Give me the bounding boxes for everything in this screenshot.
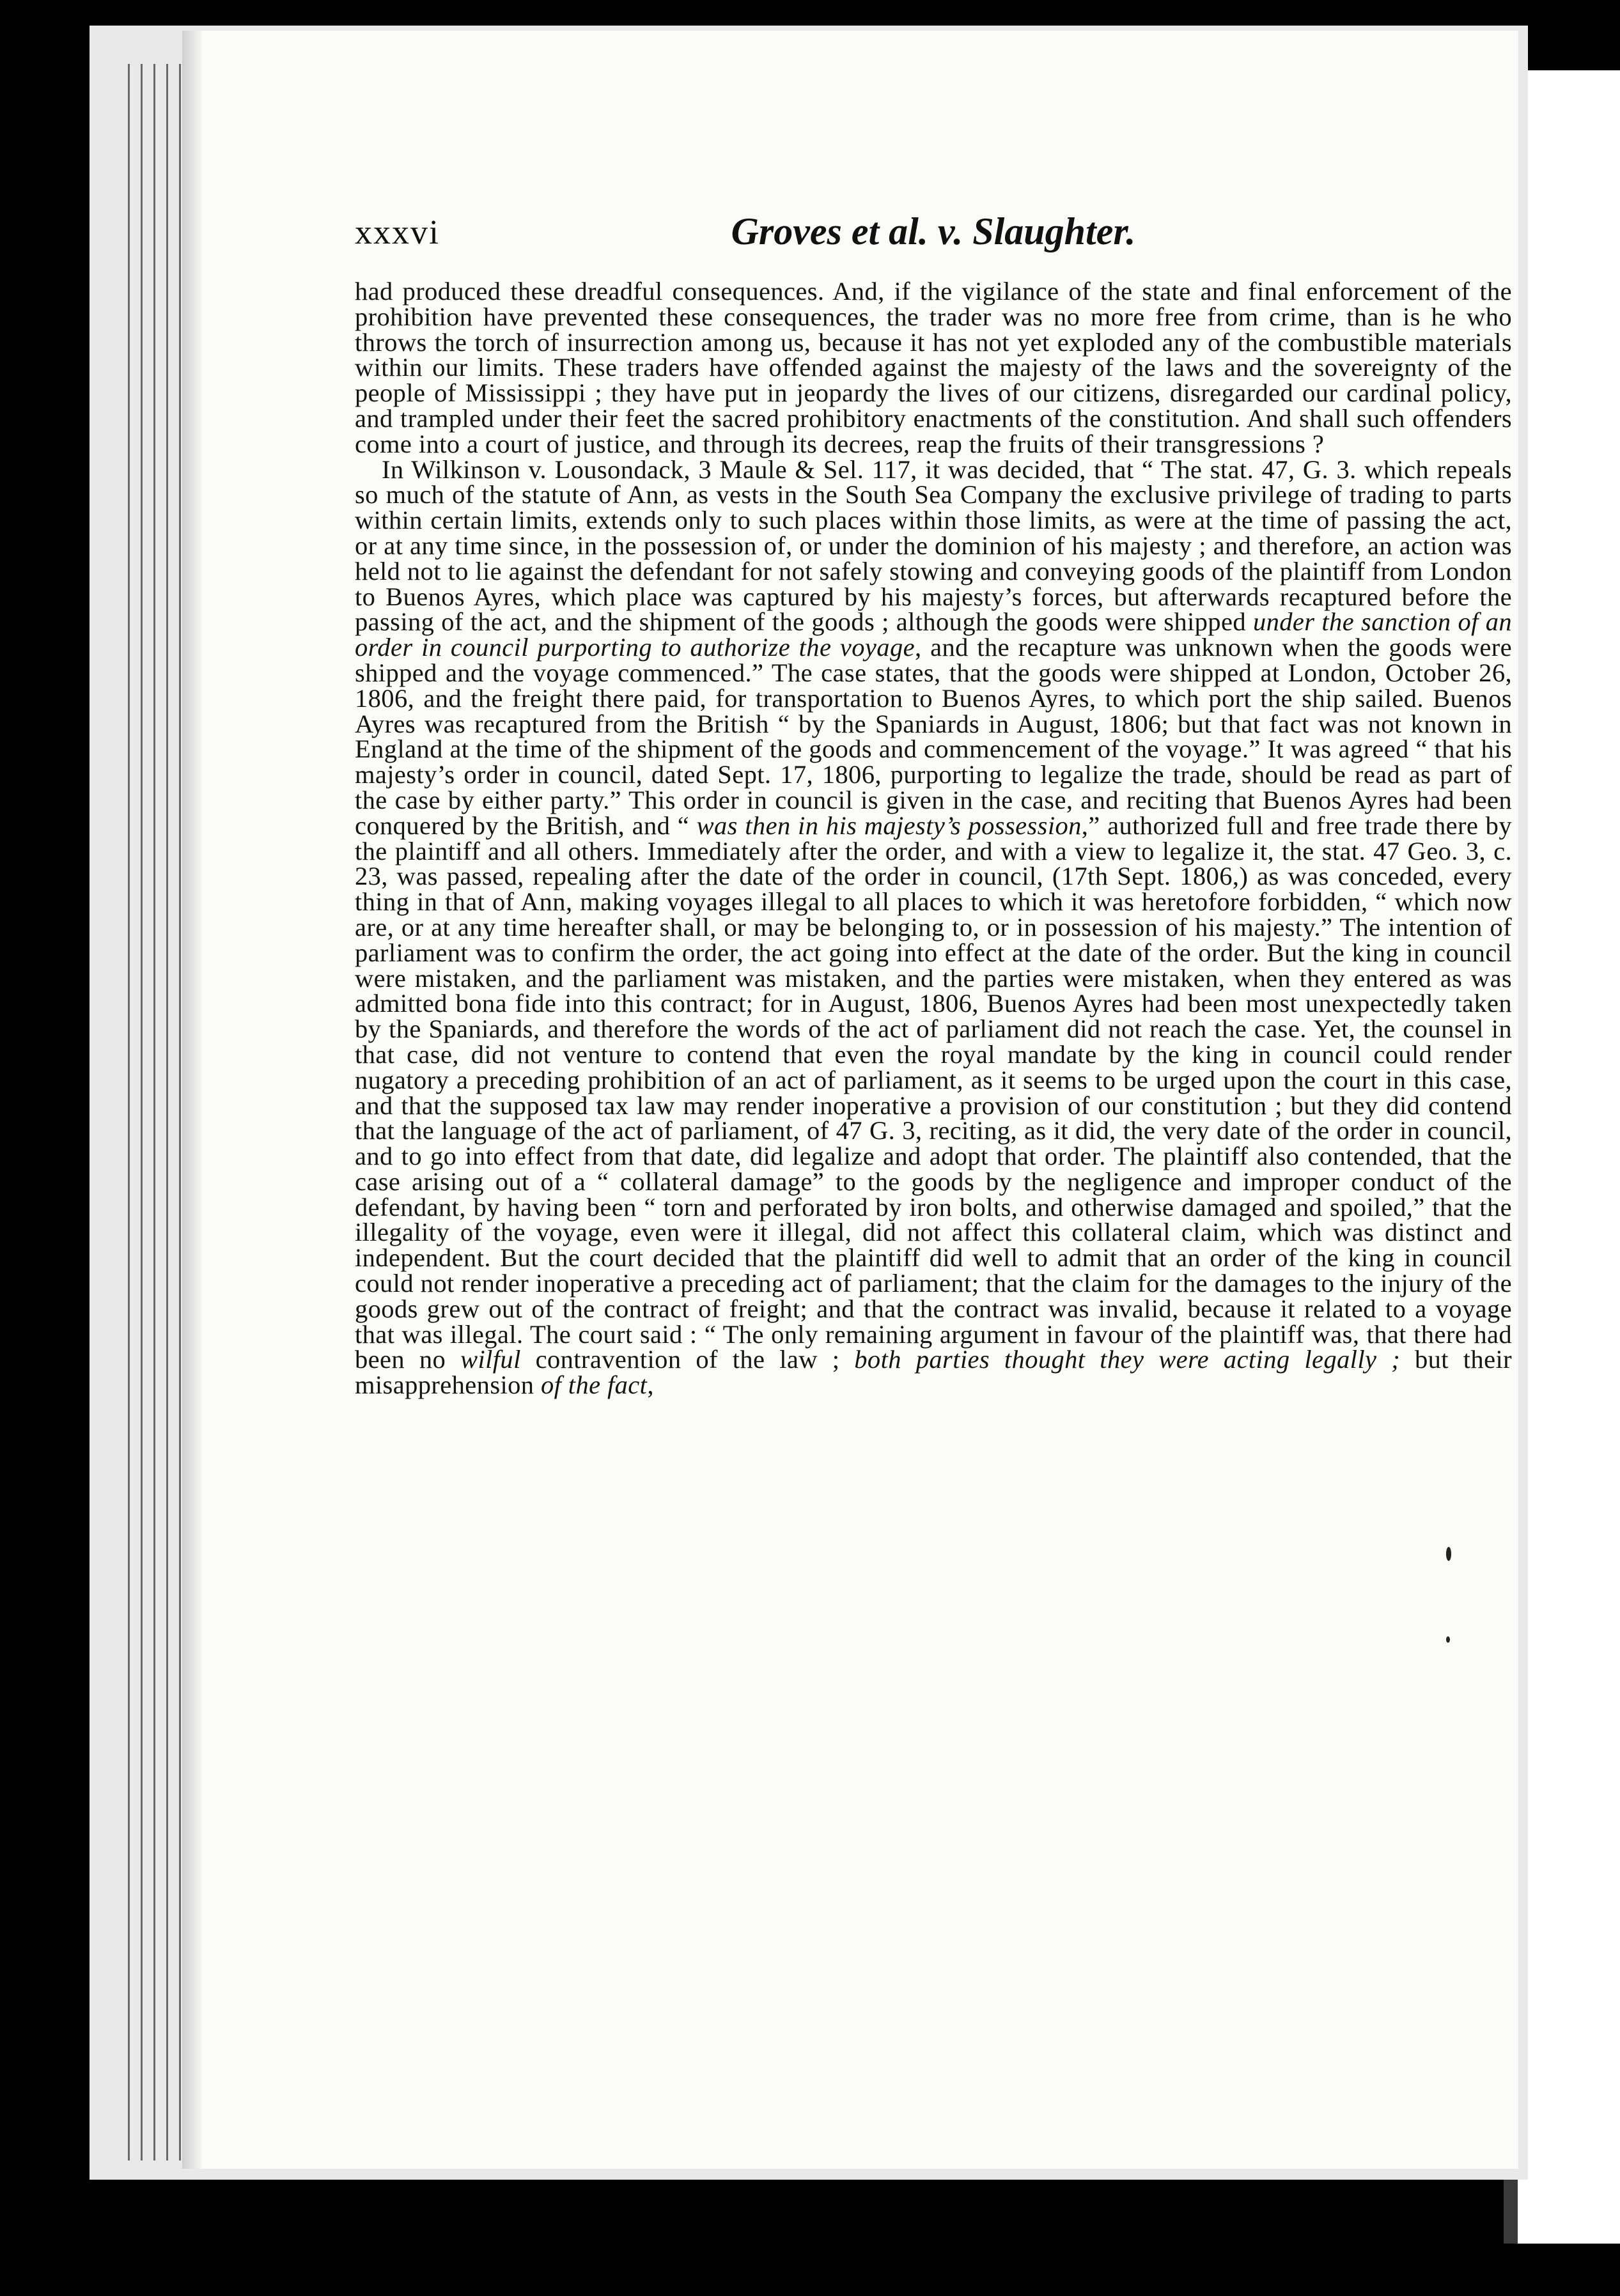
text-run: but their misapprehension bbox=[355, 1345, 1512, 1400]
page-spine bbox=[182, 31, 201, 2169]
italic-run: both parties thought they were acting legally ; bbox=[854, 1345, 1401, 1374]
page-number: xxxvi bbox=[355, 213, 440, 251]
running-title: Groves et al. v. Slaughter. bbox=[731, 210, 1136, 252]
ink-speck bbox=[1446, 1547, 1451, 1561]
text-run: had produced these dreadful consequences. And, if the vigilance of the state and final enforcement of the prohibition have prevented these consequences, the trader was no more free from crime, than is he who throws the torch of insurrection among us, because it has not yet exploded any of the combustible materials within our limits. These traders have offended against the majesty of the laws and the sovereignty of the people of Mississippi ; they have put in jeopardy the lives of our citizens, disregarded our cardinal policy, and trampled under their feet the sacred prohibitory enactments of the constitution. And shall such offenders come into a court of justice, and through its decrees, reap the fruits of their transgressions ? bbox=[355, 277, 1512, 458]
text-run: contravention of the law ; bbox=[520, 1345, 855, 1374]
ink-speck bbox=[1446, 1636, 1450, 1643]
paragraph bbox=[355, 454, 1513, 1400]
text-run: ,” authorized full and free trade there by the plaintiff and all others. Immediately after the order, and with a view to legalize it, the stat. 47 Geo. 3, c. 23, was passed, repealing after the date of the order in council, (17th Sept. 1806,) as was conceded, every thing in that of Ann, making voyages illegal to all places to which it was heretofore forbidden, “ which now are, or at any time hereafter shall, or may be belonging to, or in possession of his majesty.” The intention of parliament was to confirm the order, the act going into effect at the date of the order. But the king in council were mistaken, and the parliament was mistaken, and the parties were mistaken, when they entered as was admitted bona fide into this contract; for in August, 1806, Buenos Ayres had been most unexpectedly taken by the Spaniards, and therefore the words of the act of parliament did not reach the case. Yet, the counsel in that case, did not venture to contend that even the royal mandate by the king in council could render nugatory a preceding prohibition of an act of parliament, as it seems to be urged upon the court in this case, and that the supposed tax law may render inoperative a provision of our constitution ; but they did contend that the language of the act of parliament, of 47 G. 3, reciting, as it did, the very date of the order in council, and to go into effect from that date, did legalize and adopt that order. The plaintiff also contended, that the case arising out of a “ collateral damage” to the goods by the negligence and improper conduct of the defendant, by having been “ torn and perforated by iron bolts, and otherwise damaged and spoiled,” that the illegality of the voyage, even were it illegal, did not affect this collateral claim, which was distinct and independent. But the court decided that the plaintiff did well to admit that an order of the king in council could not render inoperative a preceding act of parliament; that the claim for the damages to the injury of the goods grew out of the contract of freight; and that the contract was invalid, because it related to a voyage that was illegal. The court said : “ The only remaining argument in favour of the plaintiff was, that there had been no bbox=[355, 811, 1512, 1374]
text-run: In Wilkinson v. Lousondack, 3 Maule & Sel. 117, it was decided, that “ The stat. 47, G. 3. which repeals so much of the statute of Ann, as vests in the South Sea Company the exclusive privilege of trading to parts within certain limits, extends only to such places within those limits, as were at the time of passing the act, or at any time since, in the possession of, or under the dominion of his majesty ; and therefore, an action was held not to lie against the defendant for not safely stowing and conveying goods of the plaintiff from London to Buenos Ayres, which place was captured by his majesty’s forces, but afterwards recaptured before the passing of the act, and the shipment of the goods ; although the goods were shipped bbox=[355, 454, 1512, 637]
italic-run: of the fact bbox=[540, 1370, 648, 1400]
italic-run: was then in his majesty’s possession bbox=[696, 811, 1082, 840]
body-text bbox=[355, 279, 1512, 1398]
italic-run: wilful bbox=[460, 1345, 521, 1374]
italic-run: under the sanction of an order in council purporting to authorize the voyage bbox=[355, 607, 1513, 662]
page-header bbox=[355, 210, 1512, 267]
book-page bbox=[182, 31, 1518, 2169]
text-run: , and the recapture was unknown when the goods were shipped and the voyage commenced.” The case states, that the goods were shipped at London, October 26, 1806, and the freight there paid, for transportation to Buenos Ayres, to which port the ship sailed. Buenos Ayres was recaptured from the British “ by the Spaniards in August, 1806; but that fact was not known in England at the time of the shipment of the goods and commencement of the voyage.” It was agreed “ that his majesty’s order in council, dated Sept. 17, 1806, purporting to legalize the trade, should be read as part of the case by either party.” This order in council is given in the case, and reciting that Buenos Ayres had been conquered by the British, and “ bbox=[355, 633, 1512, 840]
text-run: , bbox=[647, 1370, 654, 1400]
paragraph bbox=[355, 279, 1512, 457]
